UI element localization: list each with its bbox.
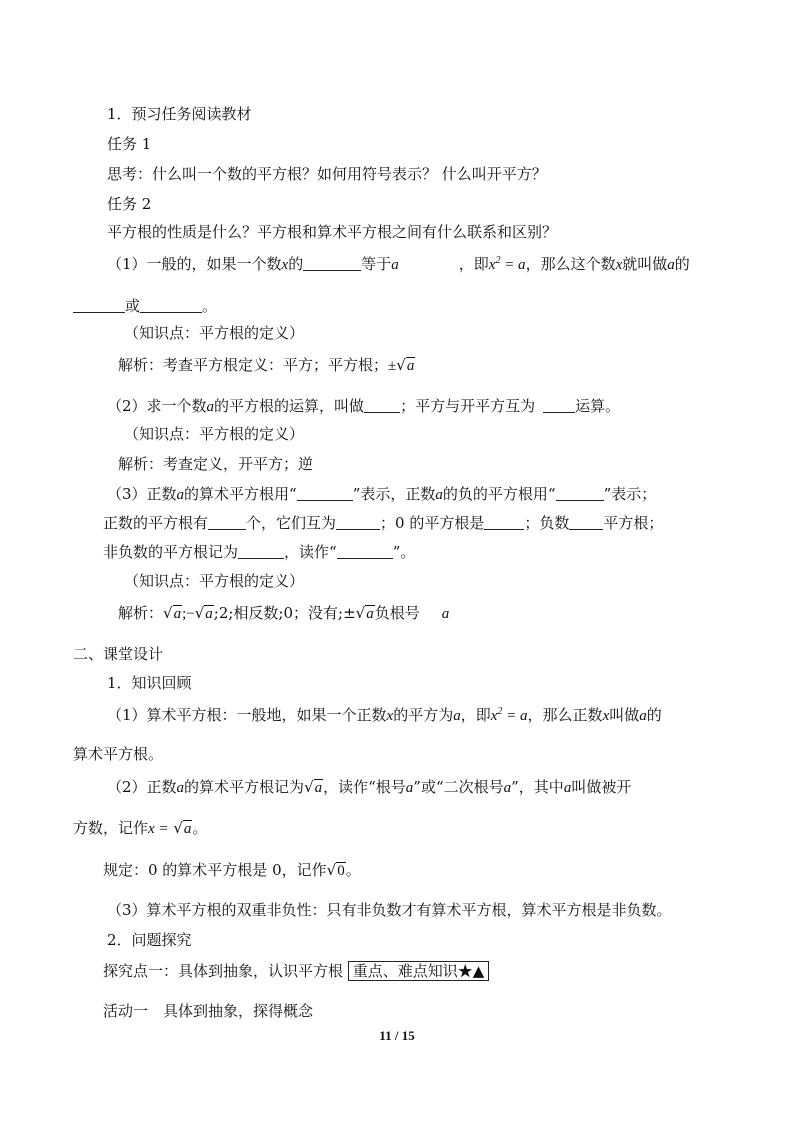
sqrt-a: √a [304,778,323,796]
blank-2b[interactable] [543,398,575,413]
page-number: 11 / 15 [379,1028,415,1043]
review-2-line-2: 方数，记作x = √a。 [73,819,208,837]
question-1-line-1: （1）一般的，如果一个数x的 等于a ，即$x^2 = a$，那么这个数x就叫做a的 [107,255,690,273]
blank-1c[interactable] [140,298,202,313]
analysis-3: 解析：√a;−√a;2;相反数;0；没有;±√a负根号 a [118,604,450,622]
analysis-2: 解析：考查定义，开平方；逆 [118,455,314,473]
blank-3g[interactable] [238,544,284,559]
review-2-line-1: （2）正数a的算术平方根记为√a，读作“根号a”或“二次根号a”，其中a叫做被开 [107,778,632,796]
analysis-1: 解析：考查平方根定义：平方；平方根；±√a [118,356,415,374]
question-3-line-3: 非负数的平方根记为 ，读作“ ”。 [103,543,416,561]
question-2: （2）求一个数a的平方根的运算，叫做 ；平方与开平方互为 运算。 [107,397,621,415]
preview-heading: 1．预习任务阅读教材 [107,105,252,123]
sqrt-a: √a [163,604,182,622]
question-3-line-2: 正数的平方根有 个，它们互为 ；0 的平方根是 ；负数 平方根； [103,514,664,532]
knowledge-point-2: （知识点：平方根的定义） [124,425,305,443]
blank-2a[interactable] [364,398,400,413]
blank-3e[interactable] [484,515,524,530]
task-2-question: 平方根的性质是什么？平方根和算术平方根之间有什么联系和区别？ [107,223,558,241]
sqrt-a: √a [194,604,213,622]
review-3: （3）算术平方根的双重非负性：只有非负数才有算术平方根，算术平方根是非负数。 [107,901,672,919]
task-1-question: 思考：什么叫一个数的平方根？如何用符号表示？ 什么叫开平方？ [107,165,547,183]
sqrt-a: √a [355,604,374,622]
blank-1b[interactable] [73,298,125,313]
key-difficulty-badge: 重点、难点知识★▲ [348,961,490,981]
activity-1: 活动一 具体到抽象，探得概念 [103,1002,314,1020]
eq-x2-a: $x^2 = a$ [490,706,528,724]
inquiry-point-1: 探究点一：具体到抽象，认识平方根 重点、难点知识★▲ [103,961,489,981]
blank-3a[interactable] [297,486,353,501]
sqrt-zero: √0 [326,861,345,879]
sqrt-a: √a [173,819,192,837]
knowledge-point-3: （知识点：平方根的定义） [124,572,305,590]
section-2-heading: 二、课堂设计 [73,645,164,663]
blank-3c[interactable] [208,515,246,530]
question-3-line-1: （3）正数a的算术平方根用“ ”表示，正数a的负的平方根用“ ”表示； [107,485,657,503]
blank-3d[interactable] [336,515,380,530]
review-1-line-2: 算术平方根。 [73,745,164,763]
knowledge-review-heading: 1．知识回顾 [107,674,192,692]
question-1-line-2: 或 。 [73,296,217,316]
task-2-label: 任务 2 [107,195,152,213]
blank-3f[interactable] [569,515,603,530]
review-1-line-1: （1）算术平方根：一般地，如果一个正数x的平方为a，即$x^2 = a$，那么正数x叫做a的 [107,706,662,724]
blank-3b[interactable] [556,486,604,501]
knowledge-point-1: （知识点：平方根的定义） [124,324,305,342]
problem-inquiry-heading: 2．问题探究 [107,931,192,949]
eq-x2-a: $x^2 = a$ [488,255,526,273]
rule-line: 规定：0 的算术平方根是 0，记作√0。 [103,861,361,879]
sqrt-a: √a [396,356,415,374]
task-1-label: 任务 1 [107,135,152,153]
blank-3h[interactable] [337,544,393,559]
blank-1a[interactable] [303,256,361,271]
